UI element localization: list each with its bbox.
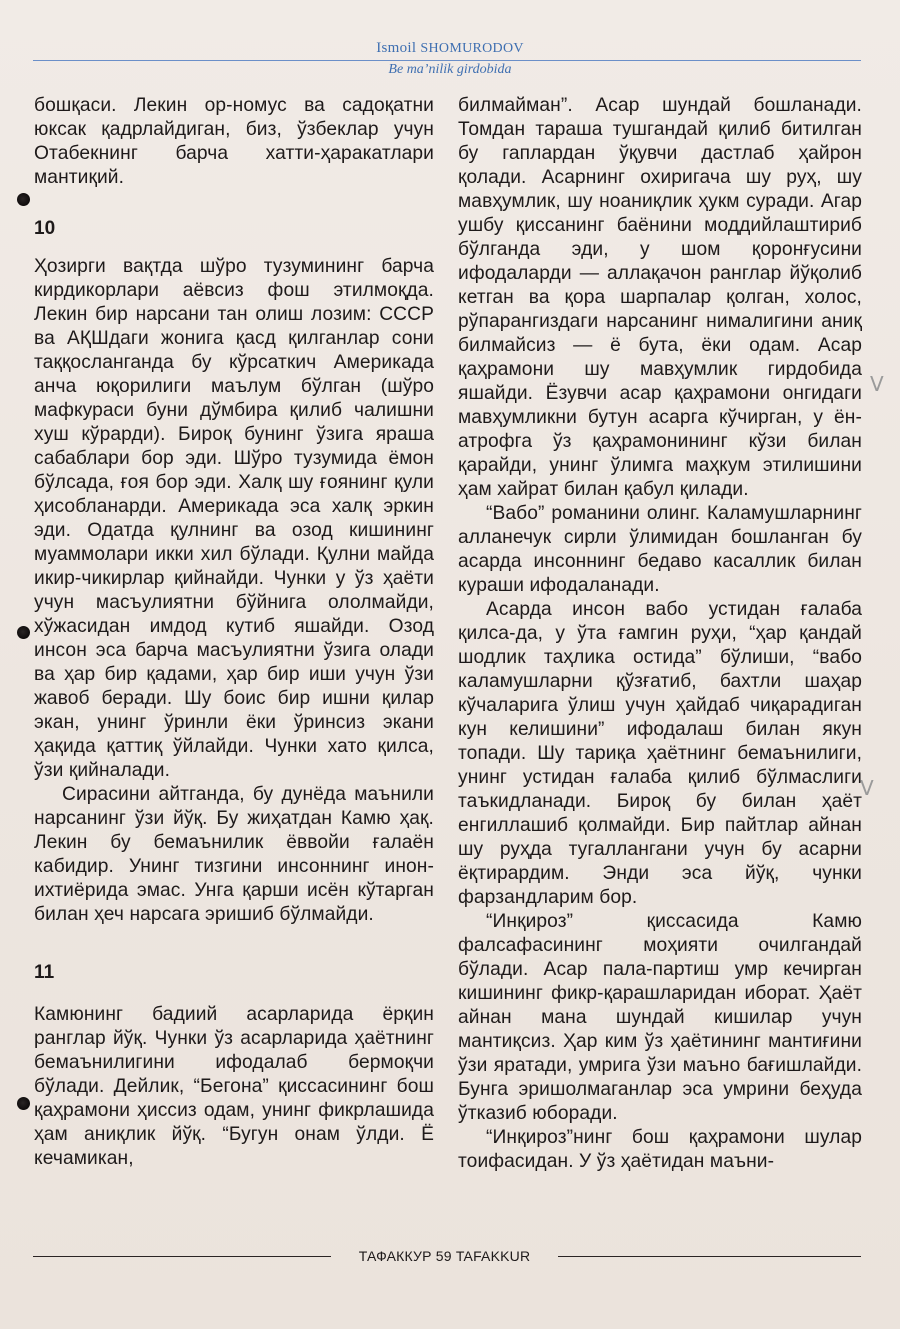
paragraph: “Инқироз” қиссасида Камю фалсафасининг моҳияти очилгандай бўлади. Асар пала-партиш умр кечирган кишининг фикр-қарашларидан иборат. Ҳаёт айнан мана шундай кишилар учун мантиқсиз. Ҳар ким ўз ҳаётининг мантиғини ўзи яратади, умрига ўзи маъно бағишлайди. Бунга эришолмаганлар эса умрини беҳуда ўтказиб юборади. [458, 911, 862, 1124]
paragraph: Сирасини айтганда, бу дунёда маънили нарсанинг ўзи йўқ. Бу жиҳатдан Камю ҳақ. Лекин бу бемаънилик ёввойи ғалаён кабидир. Унинг тизгини инсоннинг инон-ихтиёрида эмас. Унга қарши исён кўтарган билан ҳеч нарсага эришиб бўлмайди. [34, 784, 434, 925]
header-rule [33, 60, 861, 61]
footer-rule-right [558, 1256, 861, 1257]
section-number: 11 [34, 962, 55, 983]
paragraph: “Инқироз”нинг бош қаҳрамони шулар тоифасидан. У ўз ҳаётидан маъни- [458, 1127, 862, 1172]
running-header-author [0, 40, 900, 57]
journal-name-cyrillic: ТАФАККУР [358, 1248, 432, 1264]
paragraph: Ҳозирги вақтда шўро тузумининг барча кирдикорлари аёвсиз фош этилмоқда. Лекин бир нарсани тан олиш лозим: СССР ва АҚШдаги жонига қасд қилганлар сони таққосланганда бу кўрсаткич Америкада анча юқорилиги маълум бўлган (шўро мафкураси буни дўмбира қилиб чалишни хуш кўрарди). Бироқ бунинг ўзига яраша сабаблари бор эди. Шўро тузумида ёмон бўлсада, ғоя бор эди. Халқ шу ғоянинг қули ҳисобланарди. Америкада эса халқ эркин эди. Одатда қулнинг ва озод кишининг муаммолари икки хил бўлади. Қулни майда икир-чикирлар қийнайди. Чунки у ўз ҳаёти учун масъулиятни бўйнига ололмайди, хўжасидан имдод кутиб яшайди. Озод инсон эса барча масъулиятни ўзига олади ва ҳар бир қадами, ҳар бир иши учун ўзи жавоб беради. Шу боис бир ишни қилар экан, унинг ўринли ёки ўринсиз экани ҳақида қаттиқ ўйлайди. Чунки хато қилса, ўзи қийналади. [34, 256, 434, 781]
binder-hole [17, 193, 30, 206]
author-first-name: Ismoil [376, 40, 417, 56]
footer-rule-left [33, 1256, 331, 1257]
paragraph: “Вабо” романини олинг. Каламушларнинг алланечук сирли ўлимидан бошланган бу асарда инсоннинг бедаво касаллик билан кураши ифодаланади. [458, 503, 862, 596]
author-last-name: SHOMURODOV [420, 41, 524, 56]
pencil-check-mark: V [870, 372, 884, 396]
paragraph: бошқаси. Лекин ор-номус ва садоқатни юксак қадрлайдиган, биз, ўзбеклар учун Отабекнинг барча хатти-ҳаракатлари мантиқий. [34, 95, 434, 188]
paragraph: Камюнинг бадиий асарларида ёрқин ранглар йўқ. Чунки ўз асарларида ҳаётнинг бемаънилигини ифодалаб бермоқчи бўлади. Дейлик, “Бегона” қиссасининг бош қаҳрамони ҳиссиз одам, унинг фикрлашида ҳам аниқлик йўқ. “Бугун онам ўлди. Ё кечамикан, [34, 1004, 434, 1169]
running-header-title: Be ma’nilik girdobida [388, 62, 512, 77]
right-column [458, 94, 862, 1174]
paragraph: билмайман”. Асар шундай бошланади. Томдан тараша тушгандай қилиб битилган бу гаплардан ўқувчи дастлаб ҳайрон қолади. Асарнинг охиригача шу руҳ, шу мавҳумлик, шу ноаниқлик ҳукм суради. Агар ушбу қиссанинг баёнини моддийлаштириб бўлганда эди, у шом қоронғусини ифодаларди — аллақачон ранглар йўқолиб кетган ва қора шарпалар қолган, холос, рўпарангиздаги нарсанинг нималигини аниқ билмайсиз — ё бута, ёки одам. Асар қаҳрамони шу мавҳумлик гирдобида яшайди. Ёзувчи асар қаҳрамони онгидаги мавҳумликни бутун асарга кўчирган, у ён-атрофга ўз қаҳрамонининг кўзи билан қарайди, унинг ўлимга маҳкум этилишини ҳам хайрат билан қабул қилади. [458, 95, 862, 500]
binder-hole [17, 626, 30, 639]
left-column [34, 94, 434, 1171]
page-footer [33, 1246, 861, 1266]
binder-hole [17, 1097, 30, 1110]
paragraph: Асарда инсон вабо устидан ғалаба қилса-да, у ўта ғамгин руҳи, “ҳар қандай шодлик таҳлика остида” бўлиши, “вабо каламушларни қўзғатиб, бахтли шаҳар кўчаларига ўлиш учун ҳайдаб чиқарадиган кун келишини” ифодалаш билан якун топади. Шу тариқа ҳаётнинг бемаънилиги, унинг устидан ғалаба қилиб бўлмаслиги таъкидланади. Бироқ бу билан ҳаёт енгиллашиб қолмайди. Бир пайтлар айнан шу руҳда тугаллангани учун бу асарни ёқтирардим. Энди эса йўқ, чунки фарзандларим бор. [458, 599, 862, 908]
journal-name-latin: TAFAKKUR [455, 1248, 531, 1264]
section-number: 10 [34, 218, 56, 239]
page-number: 59 [435, 1248, 452, 1264]
footer-label [331, 1246, 558, 1266]
pencil-check-mark: V [860, 776, 874, 800]
